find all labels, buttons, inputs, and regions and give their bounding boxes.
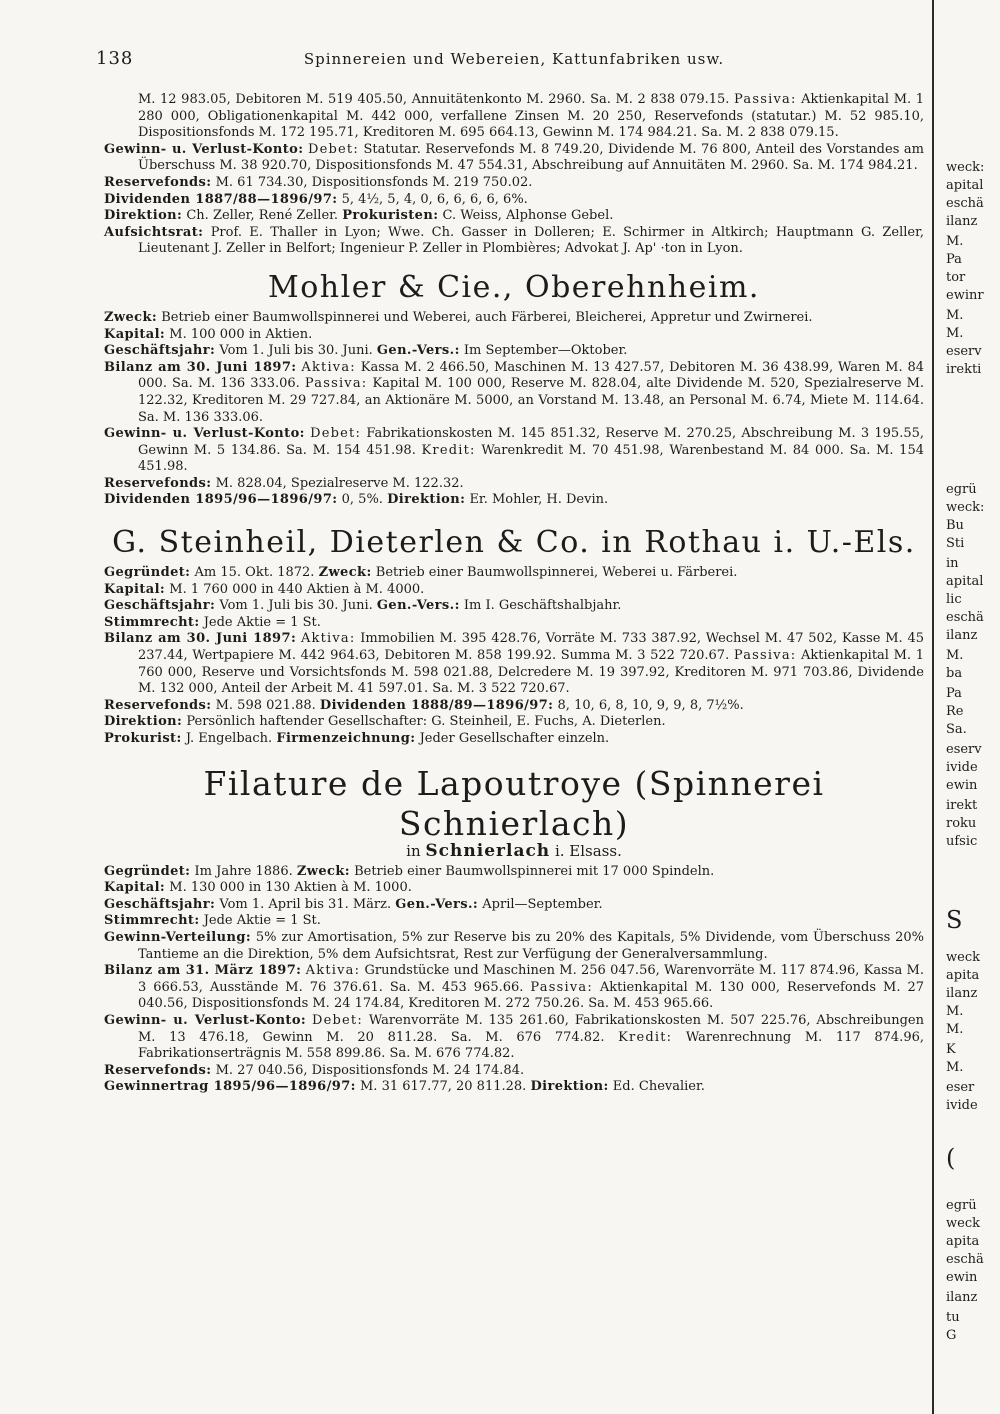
adjacent-page-fragment: ufsic [946, 834, 978, 849]
capital [104, 327, 924, 344]
adjacent-page-fragment: ivide [946, 1098, 978, 1113]
supervisory-board [104, 225, 924, 258]
adjacent-page-fragment: M. [946, 234, 964, 249]
bilanz-label: Bilanz am 30. Juni 1897: [104, 359, 297, 375]
adjacent-page-fragment: ilanz [946, 1290, 978, 1305]
kapital-label: Kapital: [104, 326, 166, 342]
adjacent-page-fragment: Sti [946, 536, 965, 551]
gen-vers-text: Im September—Oktober. [463, 343, 628, 359]
adjacent-page-fragment: M. [946, 1004, 964, 1019]
zweck-label: Zweck: [104, 309, 158, 325]
stimmrecht-text: Jede Aktie = 1 St. [203, 913, 321, 929]
prokuristen-text: C. Weiss, Alphonse Gebel. [442, 208, 614, 224]
entry-continuation [104, 92, 924, 258]
kapital-text: M. 100 000 in Aktien. [169, 326, 313, 342]
adjacent-page-fragment: M. [946, 308, 964, 323]
entry-steinheil [104, 523, 924, 748]
adjacent-page-fragment: S [946, 906, 963, 934]
gewinn-verteilung-label: Gewinn-Verteilung: [104, 929, 252, 945]
adjacent-page-fragment: roku [946, 816, 977, 831]
debet-label: Debet: [312, 1012, 363, 1028]
passiva-label: Passiva: [304, 376, 368, 392]
profit-loss-account [104, 426, 924, 476]
stimmrecht-label: Stimmrecht: [104, 913, 200, 929]
adjacent-page-fragment: Sa. [946, 722, 967, 737]
gen-vers-text: April—September. [482, 896, 603, 912]
adjacent-page-fragment: M. [946, 1060, 964, 1075]
dividends-label: Dividenden 1888/89—1896/97: [319, 697, 554, 713]
bilanz-label: Bilanz am 30. Juni 1897: [104, 631, 297, 647]
dividends-text: 0, 5%. [341, 492, 383, 508]
zweck-text: Betrieb einer Baumwollspinnerei mit 17 000 Spindeln. [354, 863, 715, 879]
location-place: Schnierlach [425, 840, 551, 861]
adjacent-page-fragment: lic [946, 592, 962, 607]
management [104, 208, 924, 225]
reserve-fund [104, 476, 924, 493]
reserve-fund [104, 175, 924, 192]
company-title: G. Steinheil, Dieterlen & Co. in Rothau i. U.-Els. [112, 525, 916, 561]
adjacent-page-fragment: G [946, 1328, 957, 1343]
document-page [96, 48, 925, 1096]
page-header [96, 48, 924, 88]
passiva-text: Aktienkapital M. 1 760 000, Reserve und Vorsichtsfonds M. 598 021.88, Delcredere M. 19 397.92, Kreditoren M. 971 703.86, Dividende M. 132 000, Anteil der Arbeit M. 41 597.01. Sa. M. 3 522 720.67. [138, 648, 924, 697]
aktiva-label: Aktiva: [301, 359, 356, 375]
zweck-text: Betrieb einer Baumwollspinnerei und Weberei, auch Färberei, Bleicherei, Appretur und Zwirnerei. [161, 309, 813, 325]
passiva-label: Passiva: [734, 92, 797, 107]
profit-loss-text: Statutar. Reservefonds M. 8 749.20, Dividende M. 76 800, Anteil des Vorstandes am Überschuss M. 38 920.70, Dispositionsfonds M. 47 554.31, Abschreibung auf Annuitäten M. 2960. Sa. M. 174 984.21. [138, 141, 924, 174]
adjacent-page-fragment: tor [946, 270, 966, 285]
kredit-text: Warenkredit M. 70 451.98, Warenbestand M. 84 000. Sa. M. 154 451.98. [138, 442, 924, 475]
kapital-label: Kapital: [104, 880, 166, 896]
fiscal-year [104, 343, 924, 360]
balance-continued [104, 92, 924, 142]
direktion-label: Direktion: [530, 1079, 609, 1095]
aktiva-text: Immobilien M. 395 428.76, Vorräte M. 733 387.92, Wechsel M. 47 502, Kasse M. 45 237.44, Wertpapiere M. 442 964.63, Debitoren M. 858 199.92. Summa M. 3 522 720.67. [138, 631, 924, 664]
adjacent-page-fragment: ilanz [946, 628, 978, 643]
profit-yield [104, 1079, 924, 1096]
passiva-label: Passiva: [733, 648, 797, 664]
dividends-label: Dividenden 1887/88—1896/97: [104, 191, 338, 207]
profit-loss-account [104, 142, 924, 175]
profit-loss-label: Gewinn- u. Verlust-Konto: [104, 426, 305, 442]
debet-label: Debet: [310, 426, 362, 442]
geschaeftsjahr-label: Geschäftsjahr: [104, 343, 216, 359]
stimmrecht-label: Stimmrecht: [104, 614, 200, 630]
firmenzeichnung-label: Firmenzeichnung: [276, 731, 416, 746]
procuration [104, 731, 924, 748]
balance-sheet [104, 963, 924, 1013]
adjacent-page-fragment: ba [946, 666, 963, 681]
adjacent-page-fragment: ilanz [946, 214, 978, 229]
bilanz-label: Bilanz am 31. März 1897: [104, 963, 302, 979]
prokuristen-label: Prokuristen: [342, 208, 439, 224]
adjacent-page-fragment: M. [946, 1022, 964, 1037]
balance-aktiva-tail: M. 12 983.05, Debitoren M. 519 405.50, Annuitätenkonto M. 2960. Sa. M. 2 838 079.15. [138, 92, 730, 107]
location-region: i. Elsass. [554, 841, 622, 860]
geschaeftsjahr-label: Geschäftsjahr: [104, 896, 216, 912]
adjacent-page-fragment: eserv [946, 742, 982, 757]
profit-loss-label: Gewinn- u. Verlust-Konto: [104, 1012, 307, 1028]
voting-right [104, 615, 924, 632]
aufsichtsrat-text: Prof. E. Thaller in Lyon; Wwe. Ch. Gasser in Dolleren; E. Schirmer in Altkirch; Hauptmann G. Zeller, Lieutenant J. Zeller in Belfort; Ingenieur P. Zeller in Plombières; Advokat J. Ap' ·ton in Lyon. [138, 224, 925, 257]
debet-text: Warenvorräte M. 135 261.60, Fabrikationskosten M. 507 225.76, Abschreibungen M. 13 476.18, Gewinn M. 20 811.28. Sa. M. 676 774.82. [138, 1012, 924, 1045]
dividends-text: 5, 4½, 5, 4, 0, 6, 6, 6, 6, 6%. [341, 191, 528, 207]
dividends-label: Dividenden 1895/96—1896/97: [104, 492, 338, 508]
reserve-label: Reservefonds: [104, 1062, 212, 1078]
adjacent-page-fragment: irekti [946, 362, 982, 377]
adjacent-page-fragment: apital [946, 574, 984, 589]
dividends-text: 8, 10, 6, 8, 10, 9, 9, 8, 7½%. [557, 697, 744, 713]
fiscal-year [104, 897, 924, 914]
reserve-label: Reservefonds: [104, 174, 212, 190]
adjacent-page-fragment: ivide [946, 760, 978, 775]
capital [104, 880, 924, 897]
reserve-text: M. 828.04, Spezialreserve M. 122.32. [215, 475, 464, 491]
management [104, 714, 924, 731]
reserve-text: M. 27 040.56, Dispositionsfonds M. 24 174.84. [215, 1062, 525, 1078]
adjacent-page-fragment: weck: [946, 160, 985, 175]
kredit-label: Kredit: [618, 1029, 673, 1045]
entry-mohler [104, 268, 924, 509]
aktiva-label: Aktiva: [305, 963, 361, 979]
adjacent-page-fragment: egrü [946, 482, 977, 497]
adjacent-page-fragment: Pa [946, 252, 962, 267]
gegruendet-label: Gegründet: [104, 863, 191, 879]
zweck-text: Betrieb einer Baumwollspinnerei, Weberei u. Färberei. [375, 565, 738, 581]
gen-vers-label: Gen.-Vers.: [376, 343, 460, 359]
adjacent-page-fragment: Pa [946, 686, 962, 701]
voting-right [104, 913, 924, 930]
passiva-text: Aktienkapital M. 1 280 000, Obligationenkapital M. 442 000, verfallene Zinsen M. 20 250, Reservefonds (statutar.) M. 52 985.10, Dispositionsfonds M. 172 195.71, Kreditoren M. 695 664.13, Gewinn M. 174 984.21. Sa. M. 2 838 079.15. [138, 92, 925, 141]
passiva-text: Kapital M. 100 000, Reserve M. 828.04, alte Dividende M. 520, Spezialreserve M. 122.32, Kreditoren M. 29 727.84, an Aktionäre M. 5000, an Vorstand M. 13.48, an Personal M. 6.74, Miete M. 114.64. Sa. M. 136 333.06. [138, 376, 925, 425]
reserve-label: Reservefonds: [104, 697, 212, 713]
dividends [104, 492, 924, 509]
geschaeftsjahr-text: Vom 1. Juli bis 30. Juni. [219, 598, 373, 614]
adjacent-page-fragment: tu [946, 1310, 960, 1325]
adjacent-page-fragment: eschä [946, 196, 984, 211]
adjacent-page-fragment: eser [946, 1080, 975, 1095]
zweck-label: Zweck: [296, 863, 350, 879]
adjacent-page-fragment: apital [946, 178, 984, 193]
profit-loss-account [104, 1013, 924, 1063]
direktion-text: Ch. Zeller, René Zeller. [186, 208, 339, 224]
direktion-text: Er. Mohler, H. Devin. [469, 492, 609, 508]
kapital-text: M. 130 000 in 130 Aktien à M. 1000. [169, 880, 412, 896]
reserve-and-dividends [104, 698, 924, 715]
adjacent-page-fragment: egrü [946, 1198, 977, 1213]
gegruendet-text: Im Jahre 1886. [194, 863, 293, 879]
capital [104, 582, 924, 599]
adjacent-page-fragment: apita [946, 1234, 980, 1249]
firmenzeichnung-text: Jeder Gesellschafter einzeln. [419, 731, 610, 746]
reserve-text: M. 598 021.88. [215, 697, 316, 713]
gen-vers-text: Im I. Geschäftshalbjahr. [463, 598, 622, 614]
entry-lapoutroye [104, 764, 924, 1096]
direktion-text: Persönlich haftender Gesellschafter: G. Steinheil, E. Fuchs, A. Dieterlen. [186, 714, 666, 730]
gen-vers-label: Gen.-Vers.: [395, 896, 479, 912]
adjacent-page-fragment: eschä [946, 610, 984, 625]
adjacent-page-fragment: weck [946, 1216, 980, 1231]
adjacent-page-fragment: in [946, 556, 959, 571]
aktiva-text: Grundstücke und Maschinen M. 256 047.56, Warenvorräte M. 117 874.96, Kassa M. 3 666.53, Ausstände M. 76 376.61. Sa. M. 453 965.66. [138, 963, 924, 995]
adjacent-page-fragment: ewin [946, 1270, 978, 1285]
profit-loss-label: Gewinn- u. Verlust-Konto: [104, 141, 304, 157]
profit-distribution [104, 930, 924, 963]
prokurist-label: Prokurist: [104, 731, 182, 746]
kredit-text: Warenrechnung M. 117 874.96, Fabrikationserträgnis M. 558 899.86. Sa. M. 676 774.82. [138, 1029, 924, 1062]
page-gutter-divider [932, 0, 934, 1414]
direktion-label: Direktion: [104, 208, 183, 224]
aktiva-label: Aktiva: [300, 631, 356, 647]
gewinnertrag-text: M. 31 617.77, 20 811.28. [360, 1079, 527, 1095]
page-number: 138 [96, 48, 134, 69]
passiva-label: Passiva: [530, 979, 593, 995]
adjacent-page-fragment: K [946, 1042, 956, 1057]
geschaeftsjahr-label: Geschäftsjahr: [104, 598, 216, 614]
adjacent-page-fragment: Bu [946, 518, 964, 533]
adjacent-page-fragment: ilanz [946, 986, 978, 1001]
direktion-label: Direktion: [104, 714, 183, 730]
reserve-text: M. 61 734.30, Dispositionsfonds M. 219 750.02. [215, 174, 533, 190]
adjacent-page-fragment: weck: [946, 500, 985, 515]
location-prefix: in [406, 841, 421, 860]
adjacent-page-fragment: irekt [946, 798, 978, 813]
adjacent-page-fragment: eserv [946, 344, 982, 359]
adjacent-page-fragment: ewin [946, 778, 978, 793]
direktion-label: Direktion: [387, 492, 466, 508]
direktion-text: Ed. Chevalier. [612, 1079, 705, 1095]
balance-sheet [104, 360, 924, 426]
adjacent-page-fragment: weck [946, 950, 980, 965]
adjacent-page-fragments [940, 0, 1000, 1414]
passiva-text: Aktienkapital M. 130 000, Reservefonds M. 27 040.56, Dispositionsfonds M. 24 174.84, Kreditoren M. 272 750.26. Sa. M. 453 965.66. [138, 979, 924, 1012]
adjacent-page-fragment: ewinr [946, 288, 984, 303]
purpose [104, 310, 924, 327]
geschaeftsjahr-text: Vom 1. April bis 31. März. [219, 896, 392, 912]
gewinn-verteilung-text: 5% zur Amortisation, 5% zur Reserve bis zu 20% des Kapitals, 5% Dividende, vom Überschuss 20% Tantieme an die Direktion, 5% dem Aufsichtsrat, Rest zur Verfügung der Generalversammlung. [138, 929, 924, 962]
debet-text: Fabrikationskosten M. 145 851.32, Reserve M. 270.25, Abschreibung M. 3 195.55, Gewinn M. 5 134.86. Sa. M. 154 451.98. [138, 426, 925, 458]
gen-vers-label: Gen.-Vers.: [376, 598, 460, 614]
balance-sheet [104, 631, 924, 697]
kapital-label: Kapital: [104, 581, 166, 597]
reserve-fund [104, 1063, 924, 1080]
running-head: Spinnereien und Webereien, Kattunfabriken usw. [303, 50, 725, 68]
dividends [104, 192, 924, 209]
adjacent-page-fragment: ( [946, 1144, 956, 1172]
founded [104, 565, 924, 582]
founded [104, 864, 924, 881]
gewinnertrag-label: Gewinnertrag 1895/96—1896/97: [104, 1079, 356, 1095]
adjacent-page-fragment: apita [946, 968, 980, 983]
debet-label: Debet: [307, 141, 359, 157]
kapital-text: M. 1 760 000 in 440 Aktien à M. 4000. [169, 581, 425, 597]
prokurist-text: J. Engelbach. [185, 731, 273, 746]
kredit-label: Kredit: [421, 442, 476, 458]
company-title: Filature de Lapoutroye (Spinnerei Schnierlach) [203, 763, 825, 843]
gegruendet-label: Gegründet: [104, 565, 191, 581]
zweck-label: Zweck: [318, 565, 372, 581]
stimmrecht-text: Jede Aktie = 1 St. [203, 614, 321, 630]
adjacent-page-fragment: Re [946, 704, 964, 719]
company-title: Mohler & Cie., Oberehnheim. [268, 269, 760, 305]
company-location [104, 842, 924, 860]
gegruendet-text: Am 15. Okt. 1872. [194, 565, 315, 581]
aktiva-text: Kassa M. 2 466.50, Maschinen M. 13 427.57, Debitoren M. 36 438.99, Waren M. 84 000. Sa. M. 136 333.06. [138, 359, 924, 392]
adjacent-page-fragment: eschä [946, 1252, 984, 1267]
fiscal-year [104, 598, 924, 615]
reserve-label: Reservefonds: [104, 475, 212, 491]
adjacent-page-fragment: M. [946, 326, 964, 341]
aufsichtsrat-label: Aufsichtsrat: [104, 224, 204, 240]
geschaeftsjahr-text: Vom 1. Juli bis 30. Juni. [219, 343, 373, 359]
adjacent-page-fragment: M. [946, 648, 964, 663]
